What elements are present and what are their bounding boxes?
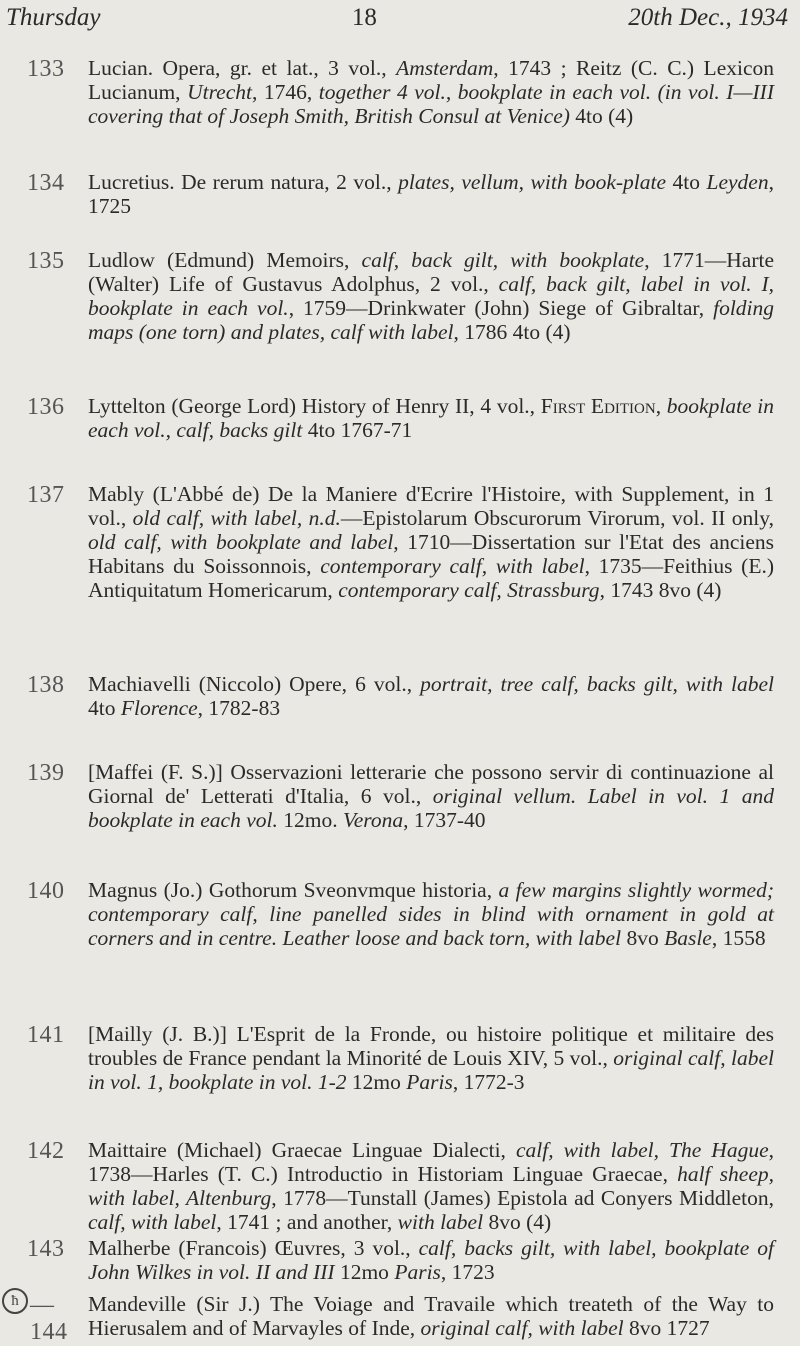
lot-description: Magnus (Jo.) Gothorum Sveonvmque historia, a few margins slightly wormed; contemporary calf, line panelled sides in blind with ornament in gold at corners and in centre. Leather loose and back torn, with label 8vo Basle, 1558 [88, 878, 774, 950]
lot-description: Malherbe (Francois) Œuvres, 3 vol., calf, backs gilt, with label, bookplate of John Wilkes in vol. II and III 12mo Paris, 1723 [88, 1236, 774, 1284]
lot-description: Machiavelli (Niccolo) Opere, 6 vol., portrait, tree calf, backs gilt, with label 4to Florence, 1782-83 [88, 672, 774, 720]
lot-description: [Mailly (J. B.)] L'Esprit de la Fronde, ou histoire politique et militaire des troubles de France pendant la Minorité de Louis XIV, 5 vol., original calf, label in vol. 1, bookplate in vol. 1-2 12mo Paris, 1772-3 [88, 1022, 774, 1094]
lot-number: —144 [30, 1292, 68, 1345]
lot-number: 133 [27, 56, 65, 82]
lot-number: 138 [27, 672, 65, 698]
lot-number: 142 [27, 1138, 65, 1164]
lot-number: 143 [27, 1236, 65, 1262]
lot-description: Lucian. Opera, gr. et lat., 3 vol., Amsterdam, 1743 ; Reitz (C. C.) Lexicon Lucianum, Utrecht, 1746, together 4 vol., bookplate in each vol. (in vol. I—III covering that of Joseph Smith, British Consul at Venice) 4to (4) [88, 56, 774, 128]
lot-number: 136 [27, 394, 65, 420]
lot-description: [Maffei (F. S.)] Osservazioni letterarie che possono servir di continuazione al Giornal de' Letterati d'Italia, 6 vol., original vellum. Label in vol. 1 and bookplate in each vol. 12mo. Verona, 1737-40 [88, 760, 775, 832]
header-day: Thursday [6, 4, 101, 31]
page-header [6, 4, 788, 34]
lot-number: 139 [27, 760, 65, 786]
lot-description: Mandeville (Sir J.) The Voiage and Travaile which treateth of the Way to Hierusalem and of Marvayles of Inde, original calf, with label 8vo 1727 [88, 1292, 774, 1340]
lot-number: 137 [27, 482, 65, 508]
lot-number: 140 [27, 878, 65, 904]
lot-description: Maittaire (Michael) Graecae Linguae Dialecti, calf, with label, The Hague, 1738—Harles (T. C.) Introductio in Historiam Linguae Graecae, half sheep, with label, Altenburg, 1778—Tunstall (James) Epistola ad Conyers Middleton, calf, with label, 1741 ; and another, with label 8vo (4) [88, 1138, 775, 1234]
lot-description: Ludlow (Edmund) Memoirs, calf, back gilt, with bookplate, 1771—Harte (Walter) Life of Gustavus Adolphus, 2 vol., calf, back gilt, label in vol. I, bookplate in each vol., 1759—Drinkwater (John) Siege of Gibraltar, folding maps (one torn) and plates, calf with label, 1786 4to (4) [88, 248, 775, 344]
header-date: 20th Dec., 1934 [628, 4, 788, 31]
lot-description: Lucretius. De rerum natura, 2 vol., plates, vellum, with book-plate 4to Leyden, 1725 [88, 170, 774, 218]
header-page-number: 18 [351, 4, 377, 31]
lot-number: 134 [27, 170, 65, 196]
handwritten-mark: ħ [2, 1288, 28, 1314]
lot-number: 141 [27, 1022, 65, 1048]
lot-description: Mably (L'Abbé de) De la Maniere d'Ecrire l'Histoire, with Supplement, in 1 vol., old calf, with label, n.d.—Epistolarum Obscurorum Virorum, vol. II only, old calf, with bookplate and label, 1710—Dissertation sur l'Etat des anciens Habitans du Soissonnois, contemporary calf, with label, 1735—Feithius (E.) Antiquitatum Homericarum, contemporary calf, Strassburg, 1743 8vo (4) [88, 482, 774, 602]
lot-number: 135 [27, 248, 65, 274]
lot-description: Lyttelton (George Lord) History of Henry II, 4 vol., First Edition, bookplate in each vol., calf, backs gilt 4to 1767-71 [88, 394, 775, 442]
